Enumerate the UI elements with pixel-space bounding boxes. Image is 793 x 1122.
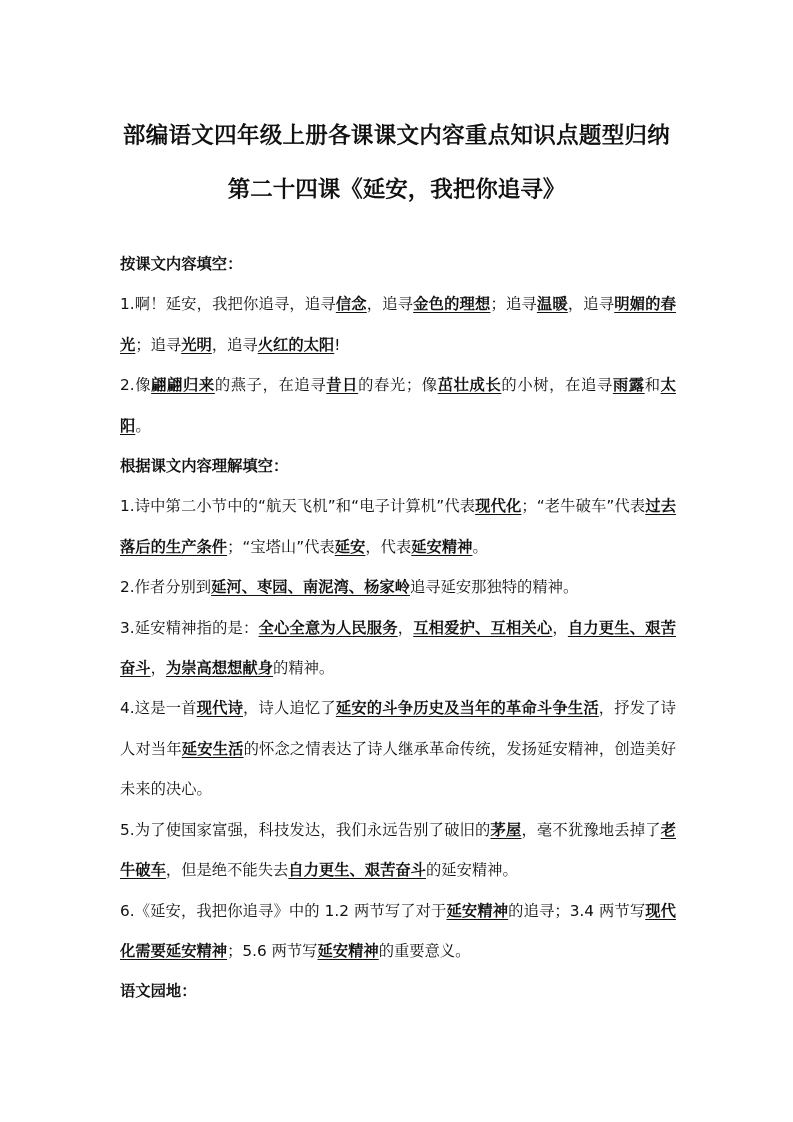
answer-text: 现代化需要延安精神 <box>120 901 676 960</box>
body-text: 。 <box>135 416 151 435</box>
body-text: 的燕子，在追寻 <box>214 376 327 395</box>
answer-text: 太阳 <box>120 376 676 435</box>
answer-text: 明媚的春光 <box>120 295 676 354</box>
section-heading: 按课文内容填空： <box>120 255 243 273</box>
document-title: 部编语文四年级上册各课课文内容重点知识点题型归纳 <box>122 123 671 149</box>
body-text: 6.《延安，我把你追寻》中的 1.2 两节写了对于 <box>120 901 447 920</box>
body-text: ， <box>552 618 568 637</box>
body-text: 的春光；像 <box>358 376 438 395</box>
answer-text: 延安精神 <box>411 537 473 556</box>
answer-text: 茁壮成长 <box>437 376 502 395</box>
answer-text: 温暖 <box>536 295 568 314</box>
section-heading: 语文园地： <box>120 982 197 1001</box>
body-text: 1.诗中第二小节中的“航天飞机”和“电子计算机”代表 <box>120 497 476 516</box>
answer-text: 茅屋 <box>490 820 522 839</box>
answer-text: 延安 <box>334 537 366 556</box>
answer-text: 信念 <box>335 295 367 314</box>
body-text: 追寻延安那独特的精神。 <box>409 578 579 597</box>
answer-text: 雨露 <box>612 376 645 395</box>
document-body <box>120 244 676 1012</box>
body-text: ，代表 <box>365 537 412 556</box>
body-text: ， <box>150 659 166 678</box>
body-text: ；“老牛破车”代表 <box>521 497 646 516</box>
body-text: 2.像 <box>120 376 152 395</box>
answer-text: 火红的太阳 <box>257 335 335 354</box>
answer-text: 老牛破车 <box>120 820 676 880</box>
body-text: 2.作者分别到 <box>120 578 212 597</box>
body-text: ；追寻 <box>490 295 537 314</box>
answer-text: 现代诗 <box>196 699 244 718</box>
body-text: 4.这是一首 <box>120 699 197 718</box>
body-text: ；追寻 <box>135 335 182 354</box>
body-text: ，但是绝不能失去 <box>165 861 289 880</box>
body-text: ，毫不犹豫地丢掉了 <box>521 820 661 839</box>
body-text: 的怀念之情表达了诗人继承革命传统，发扬延安精神，创造美好未来的决心。 <box>120 739 676 799</box>
body-text: 1.啊！延安，我把你追寻，追寻 <box>120 295 336 314</box>
body-text: 的小树，在追寻 <box>501 376 613 395</box>
answer-text: 互相爱护、互相关心 <box>413 618 553 637</box>
lesson-title: 第二十四课《延安，我把你追寻》 <box>227 177 566 203</box>
body-text: ，追寻 <box>567 295 615 314</box>
list-item <box>120 891 676 972</box>
body-text: ，抒发了诗人对当年 <box>120 699 676 758</box>
answer-text: 全心全意为人民服务 <box>258 618 398 637</box>
answer-text: 延安的斗争历史及当年的革命斗争生活 <box>335 699 599 718</box>
section-heading: 根据课文内容理解填空： <box>120 457 289 476</box>
body-text: 3.延安精神指的是： <box>120 618 259 637</box>
answer-text: 金色的理想 <box>413 295 491 314</box>
answer-text: 光明 <box>181 335 212 354</box>
body-text: 5.为了使国家富强，科技发达，我们永远告别了破旧的 <box>120 820 491 839</box>
body-text: ；“宝塔山”代表 <box>227 537 335 556</box>
body-text: ， <box>397 618 414 637</box>
body-text: 的精神。 <box>273 659 335 678</box>
answer-text: 自力更生、艰苦奋斗 <box>288 861 426 880</box>
answer-text: 翩翩归来 <box>151 376 215 395</box>
body-text: 。 <box>472 537 488 556</box>
body-text: 的追寻；3.4 两节写 <box>508 901 646 920</box>
answer-text: 自力更生、艰苦奋斗 <box>120 618 676 678</box>
list-item <box>120 608 676 689</box>
body-text: ，诗人追忆了 <box>243 699 336 718</box>
answer-text: 现代化 <box>475 497 522 516</box>
answer-text: 延安精神 <box>317 941 379 960</box>
body-text: 的重要意义。 <box>378 941 471 960</box>
body-text: ! <box>334 335 341 354</box>
body-text: 的延安精神。 <box>425 861 518 880</box>
list-item <box>120 567 676 607</box>
list-item <box>120 810 676 891</box>
list-item <box>120 284 676 365</box>
body-text: ，追寻 <box>211 335 258 354</box>
answer-text: 过去落后的生产条件 <box>120 497 676 556</box>
answer-text: 昔日 <box>326 376 359 395</box>
list-item <box>120 486 676 567</box>
body-text: ；5.6 两节写 <box>227 941 318 960</box>
answer-text: 延安精神 <box>446 901 509 920</box>
answer-text: 延安生活 <box>181 739 244 758</box>
answer-text: 延河、枣园、南泥湾、杨家岭 <box>211 578 410 597</box>
list-item <box>120 688 676 809</box>
list-item <box>120 365 676 446</box>
body-text: 和 <box>644 376 661 395</box>
body-text: ，追寻 <box>366 295 414 314</box>
answer-text: 为崇高想想献身 <box>165 659 274 678</box>
